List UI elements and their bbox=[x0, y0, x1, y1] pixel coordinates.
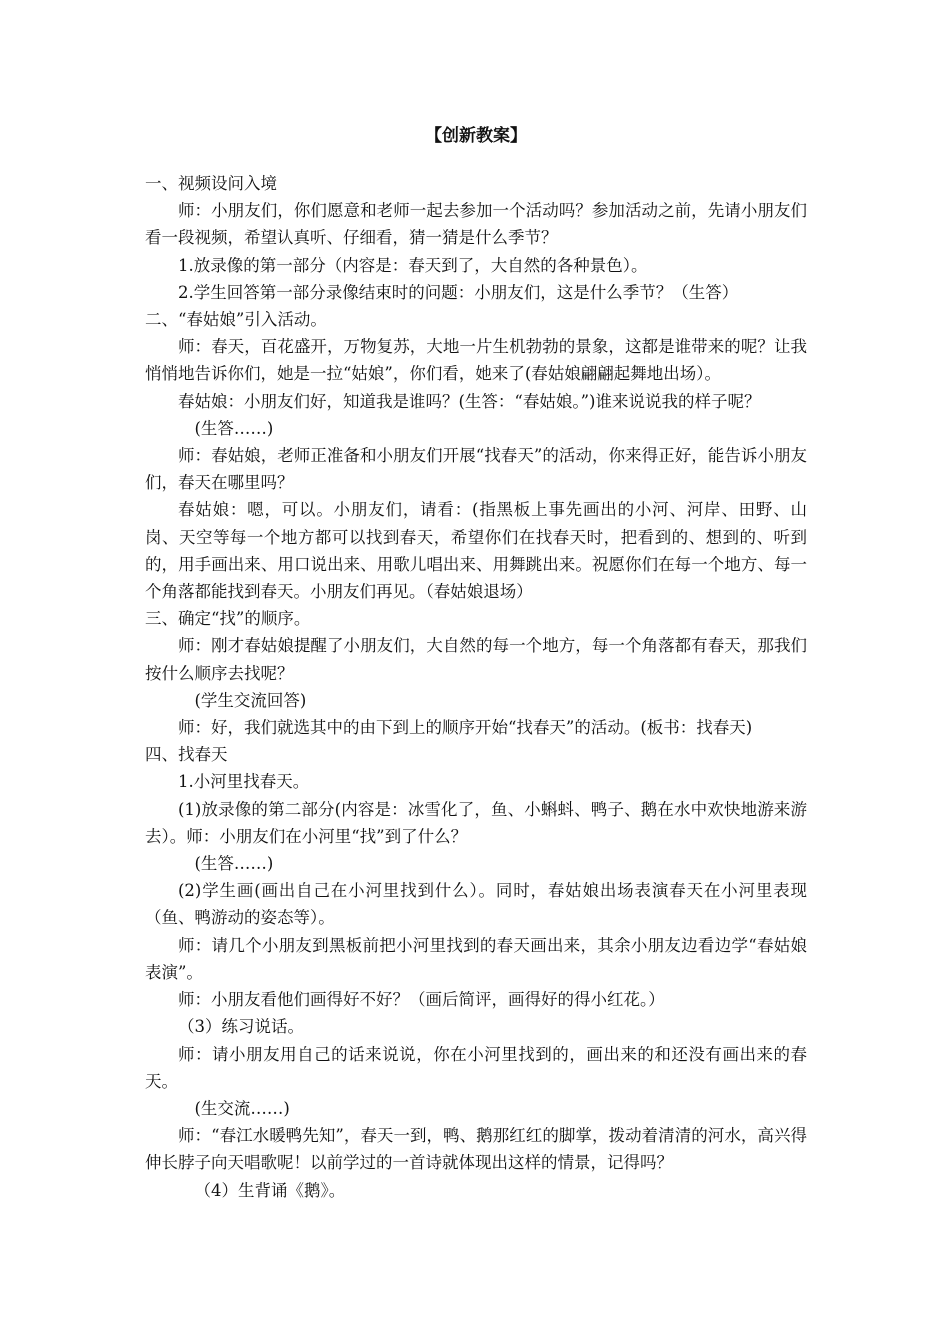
section-heading: 三、确定“找”的顺序。 bbox=[145, 609, 311, 629]
paragraph: (生交流……) bbox=[194, 1098, 290, 1118]
paragraph: 1.小河里找春天。 bbox=[178, 772, 310, 792]
paragraph: 春姑娘：嗯，可以。小朋友们，请看：(指黑板上事先画出的小河、河岸、田野、山岗、天空等每一个地方都可以找到春天，希望你们在找春天时，把看到的、想到的、听到的，用手画出来、用口说出来、用歌儿唱出来、用舞跳出来。祝愿你们在每一个地方、每一个角落都能找到春天。小朋友们再见。（春姑娘退场） bbox=[145, 500, 807, 602]
document-title: 【创新教案】 bbox=[425, 126, 527, 146]
paragraph: 师：小朋友们，你们愿意和老师一起去参加一个活动吗？参加活动之前，先请小朋友们看一段视频，希望认真听、仔细看，猜一猜是什么季节？ bbox=[145, 201, 807, 248]
paragraph: (生答……) bbox=[194, 854, 274, 874]
paragraph: (2)学生画(画出自己在小河里找到什么）。同时，春姑娘出场表演春天在小河里表现（鱼、鸭游动的姿态等）。 bbox=[145, 881, 807, 928]
paragraph: (生答……) bbox=[194, 418, 274, 438]
paragraph: 2.学生回答第一部分录像结束时的问题：小朋友们，这是什么季节？（生答） bbox=[178, 282, 739, 302]
paragraph: （3）练习说话。 bbox=[178, 1017, 304, 1037]
paragraph: （4）生背诵《鹅》。 bbox=[194, 1180, 346, 1200]
paragraph: 师：请几个小朋友到黑板前把小河里找到的春天画出来，其余小朋友边看边学“春姑娘表演”。 bbox=[145, 935, 807, 982]
section-heading: 四、找春天 bbox=[145, 745, 228, 765]
paragraph: 师：好，我们就选其中的由下到上的顺序开始“找春天”的活动。(板书：找春天) bbox=[178, 718, 753, 738]
paragraph: 师：小朋友看他们画得好不好？（画后简评，画得好的得小红花。） bbox=[178, 990, 665, 1010]
paragraph: 师：“春江水暖鸭先知”，春天一到，鸭、鹅那红红的脚掌，拨动着清清的河水，高兴得伸长脖子向天唱歌呢！以前学过的一首诗就体现出这样的情景，记得吗？ bbox=[145, 1126, 807, 1173]
paragraph: 1.放录像的第一部分（内容是：春天到了，大自然的各种景色）。 bbox=[178, 255, 648, 275]
paragraph: 师：春姑娘，老师正准备和小朋友们开展“找春天”的活动，你来得正好，能告诉小朋友们，春天在哪里吗？ bbox=[145, 446, 807, 493]
paragraph: 春姑娘：小朋友们好，知道我是谁吗？(生答：“春姑娘。”)谁来说说我的样子呢？ bbox=[178, 391, 761, 411]
paragraph: (1)放录像的第二部分(内容是：冰雪化了，鱼、小蝌蚪、鸭子、鹅在水中欢快地游来游去）。师：小朋友们在小河里“找”到了什么？ bbox=[145, 799, 807, 846]
paragraph: 师：刚才春姑娘提醒了小朋友们，大自然的每一个地方，每一个角落都有春天，那我们按什么顺序去找呢？ bbox=[145, 636, 807, 683]
paragraph: 师：请小朋友用自己的话来说说，你在小河里找到的，画出来的和还没有画出来的春天。 bbox=[145, 1044, 807, 1091]
section-heading: 一、视频设问入境 bbox=[145, 174, 277, 193]
document-body bbox=[145, 170, 807, 1204]
document-page bbox=[145, 120, 807, 1204]
section-heading: 二、“春姑娘”引入活动。 bbox=[145, 310, 327, 330]
paragraph: (学生交流回答) bbox=[194, 690, 307, 710]
paragraph: 师：春天，百花盛开，万物复苏，大地一片生机勃勃的景象，这都是谁带来的呢？让我悄悄地告诉你们，她是一拉“姑娘”，你们看，她来了(春姑娘翩翩起舞地出场）。 bbox=[145, 337, 807, 384]
